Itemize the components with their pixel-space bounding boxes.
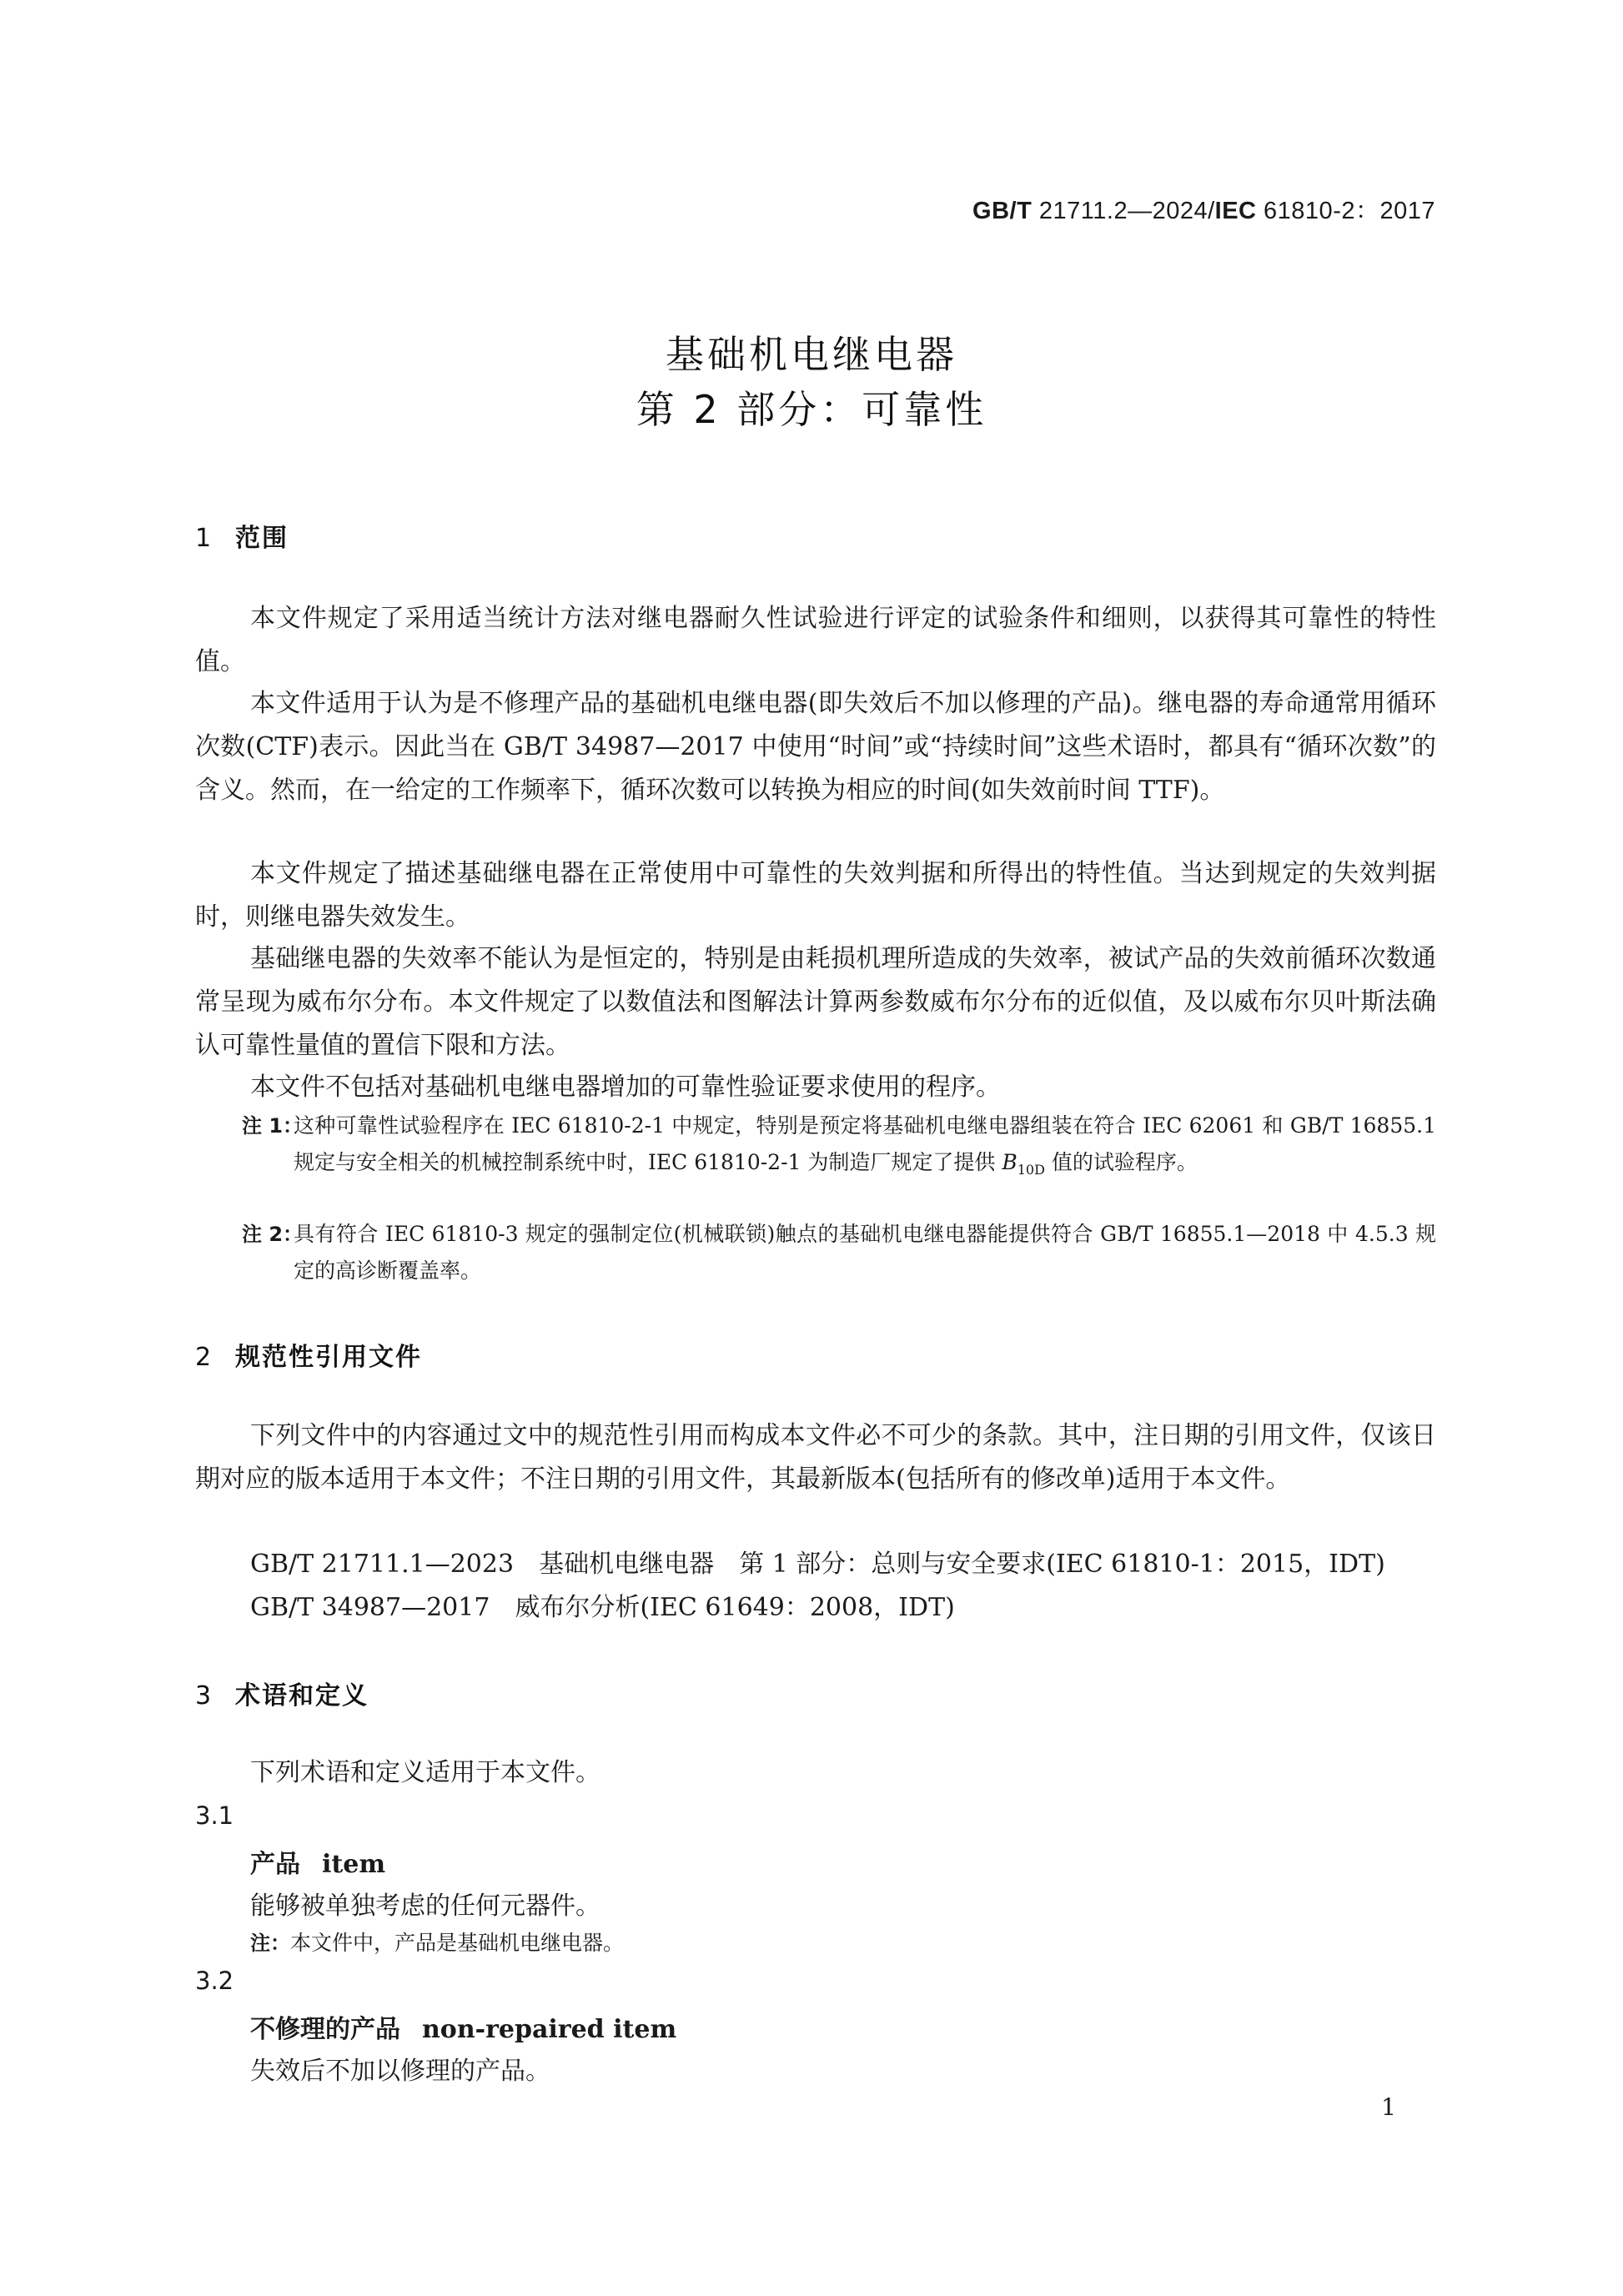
term-3-1	[250, 1843, 385, 1880]
b10d-symbol: B	[1002, 1150, 1018, 1174]
scope-paragraph-3: 本文件规定了描述基础继电器在正常使用中可靠性的失效判据和所得出的特性值。当达到规定的失效判据时，则继电器失效发生。	[195, 859, 1436, 932]
section-1-heading	[195, 517, 289, 554]
term-3-1-definition: 能够被单独考虑的任何元器件。	[250, 1892, 600, 1921]
normative-reference-2: GB/T 34987—2017 威布尔分析(IEC 61649：2008，IDT)	[250, 1593, 955, 1622]
note-label: 注 1：	[242, 1114, 304, 1138]
header-iec: IEC	[1214, 198, 1257, 224]
term-3-2-number: 3.2	[195, 1967, 234, 1995]
scope-paragraph-1: 本文件规定了采用适当统计方法对继电器耐久性试验进行评定的试验条件和细则，以获得其可靠性的特性值。	[195, 604, 1436, 676]
section-title: 规范性引用文件	[235, 1343, 422, 1372]
note-text	[242, 1108, 1436, 1188]
scope-paragraph-5: 本文件不包括对基础机电继电器增加的可靠性验证要求使用的程序。	[250, 1073, 1001, 1102]
note-label: 注 2：	[242, 1223, 304, 1246]
scope-note-2	[242, 1216, 1436, 1289]
standard-header	[972, 192, 1435, 226]
note-text-part: 这种可靠性试验程序在 IEC 61810-2-1 中规定，特别是预定将基础机电继电器组装在符合 IEC 62061 和 GB/T 16855.1 规定与安全相关的机械控制系统中时，IEC 61810-2-1 为制造厂规定了提供	[294, 1113, 1436, 1174]
scope-paragraph-2: 本文件适用于认为是不修理产品的基础机电继电器(即失效后不加以修理的产品)。继电器的寿命通常用循环次数(CTF)表示。因此当在 GB/T 34987—2017 中使用“时间”或“持续时间”这些术语时，都具有“循环次数”的含义。然而，在一给定的工作频率下，循环次数可以转换为相应的时间(如失效前时间 TTF)。	[195, 689, 1436, 805]
scope-paragraph-4: 基础继电器的失效率不能认为是恒定的，特别是由耗损机理所造成的失效率，被试产品的失效前循环次数通常呈现为威布尔分布。本文件规定了以数值法和图解法计算两参数威布尔分布的近似值，及以威布尔贝叶斯法确认可靠性量值的置信下限和方法。	[195, 944, 1436, 1060]
header-iec-number: 61810-2：2017	[1264, 198, 1435, 224]
title-line-2: 第 2 部分：可靠性	[636, 387, 987, 432]
header-standard: GB/T	[972, 198, 1033, 224]
section-title: 术语和定义	[235, 1681, 369, 1711]
section-3-heading	[195, 1675, 369, 1711]
term-3-2	[250, 2008, 676, 2045]
term-3-1-number: 3.1	[195, 1801, 234, 1830]
normative-reference-1: GB/T 21711.1—2023 基础机电继电器 第 1 部分：总则与安全要求(IEC 61810-1：2015，IDT)	[250, 1550, 1385, 1579]
term-3-2-definition: 失效后不加以修理的产品。	[250, 2057, 550, 2086]
note-text: 本文件中，产品是基础机电继电器。	[290, 1931, 625, 1955]
title-line-1: 基础机电继电器	[666, 332, 957, 377]
document-title	[0, 327, 1623, 437]
section-number: 1	[195, 524, 214, 553]
terms-intro: 下列术语和定义适用于本文件。	[250, 1758, 600, 1787]
section-number: 3	[195, 1681, 214, 1711]
term-zh: 产品	[250, 1850, 300, 1879]
note-text-part: 值的试验程序。	[1044, 1150, 1198, 1174]
note-text: 具有符合 IEC 61810-3 规定的强制定位(机械联锁)触点的基础机电继电器能提供符合 GB/T 16855.1—2018 中 4.5.3 规定的高诊断覆盖率。	[294, 1222, 1436, 1283]
normative-paragraph: 下列文件中的内容通过文中的规范性引用而构成本文件必不可少的条款。其中，注日期的引用文件，仅该日期对应的版本适用于本文件；不注日期的引用文件，其最新版本(包括所有的修改单)适用于本文件。	[195, 1421, 1436, 1494]
section-title: 范围	[235, 524, 289, 553]
b10d-subscript: 10D	[1017, 1162, 1045, 1178]
note-label: 注：	[250, 1932, 290, 1955]
term-3-1-note	[250, 1927, 624, 1960]
section-2-heading	[195, 1336, 422, 1373]
term-en: non-repaired item	[422, 2015, 677, 2044]
section-number: 2	[195, 1343, 214, 1372]
term-zh: 不修理的产品	[250, 2015, 400, 2044]
page-number: 1	[1381, 2093, 1396, 2121]
header-number: 21711.2—2024/	[1038, 198, 1215, 224]
term-en: item	[322, 1850, 386, 1879]
scope-note-1	[242, 1108, 1436, 1188]
